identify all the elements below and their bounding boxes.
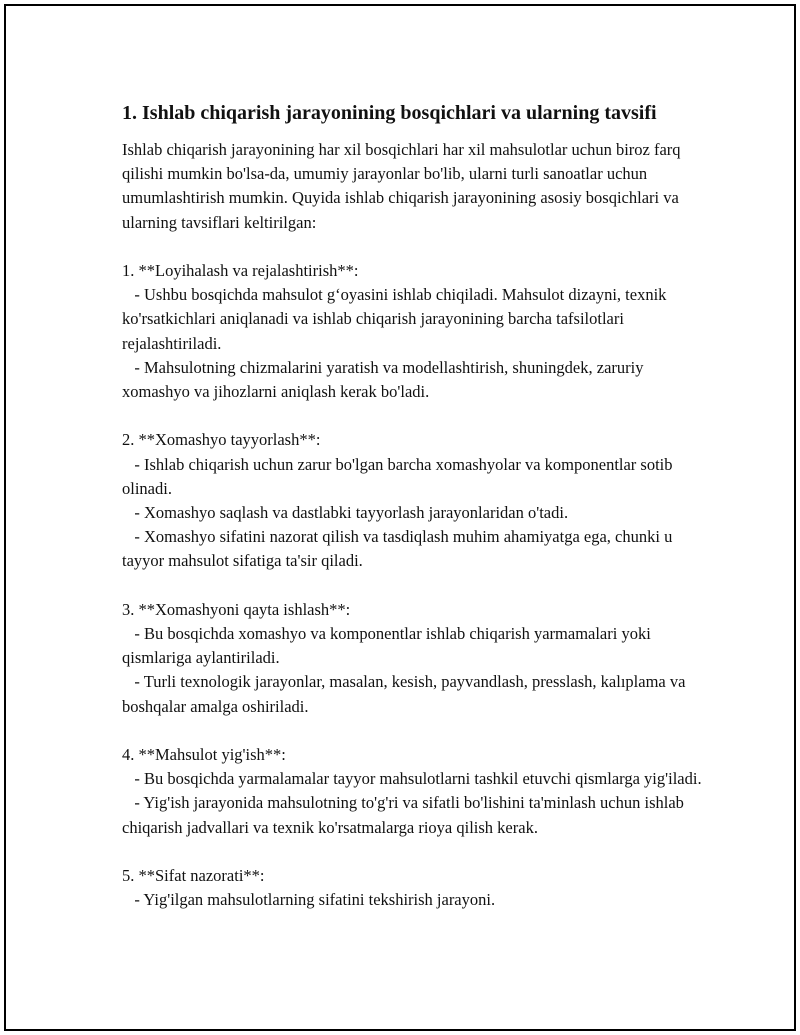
step-bullet: - Mahsulotning chizmalarini yaratish va modellashtirish, shuningdek, zaruriy xomashyo va jihozlarni aniqlash kerak bo'ladi. [122, 357, 648, 402]
page-frame [4, 4, 796, 1031]
step-section [122, 428, 702, 573]
step-heading: 5. **Sifat nazorati**: [122, 866, 265, 886]
step-heading: 1. **Loyihalash va rejalashtirish**: [122, 261, 359, 280]
step-section [122, 743, 702, 840]
step-heading: 2. **Xomashyo tayyorlash**: [122, 430, 321, 450]
step-bullet: - Turli texnologik jarayonlar, masalan, kesish, payvandlash, presslash, kalıplama va boshqalar amalga oshiriladi. [122, 672, 690, 716]
step-section [122, 259, 702, 404]
step-bullet: - Xomashyo saqlash va dastlabki tayyorlash jarayonlaridan o'tadi. [122, 503, 569, 523]
step-bullet: - Xomashyo sifatini nazorat qilish va tasdiqlash muhim ahamiyatga ega, chunki u tayyor mahsulot sifatiga ta'sir qiladi. [122, 527, 677, 571]
document-title: 1. Ishlab chiqarish jarayonining bosqichlari va ularning tavsifi [122, 102, 657, 124]
step-bullet: - Ushbu bosqichda mahsulot g‘oyasini ishlab chiqiladi. Mahsulot dizayni, texnik ko'rsatkichlari aniqlanadi va ishlab chiqarish jarayonining barcha tafsilotlari rejalashtiriladi. [122, 285, 671, 353]
step-heading: 3. **Xomashyoni qayta ishlash**: [122, 599, 351, 619]
step-bullet: - Ishlab chiqarish uchun zarur bo'lgan barcha xomashyolar va komponentlar sotib olinadi. [122, 454, 677, 498]
step-heading: 4. **Mahsulot yig'ish**: [122, 745, 286, 765]
step-bullet: - Bu bosqichda yarmalamalar tayyor mahsulotlarni tashkil etuvchi qismlarga yig'iladi. [122, 769, 702, 789]
step-bullet: - Yig'ilgan mahsulotlarning sifatini tekshirish jarayoni. [122, 890, 496, 910]
step-section [122, 598, 702, 719]
document-body [122, 100, 702, 912]
step-bullet: - Bu bosqichda xomashyo va komponentlar ishlab chiqarish yarmamalari yoki qismlariga aylantiriladi. [122, 624, 655, 668]
intro-paragraph: Ishlab chiqarish jarayonining har xil bosqichlari har xil mahsulotlar uchun biroz farq qilishi mumkin bo'lsa-da, umumiy jarayonlar bo'lib, ularni turli sanoatlar uchun umumlashtirish mumkin. Quyida ishlab chiqarish jarayonining asosiy bosqichlari va ularning tavsiflari keltirilgan: [122, 140, 681, 232]
step-section [122, 864, 702, 912]
step-bullet: - Yig'ish jarayonida mahsulotning to'g'ri va sifatli bo'lishini ta'minlash uchun ishlab chiqarish jadvallari va texnik ko'rsatmalarga rioya qilish kerak. [122, 793, 689, 837]
